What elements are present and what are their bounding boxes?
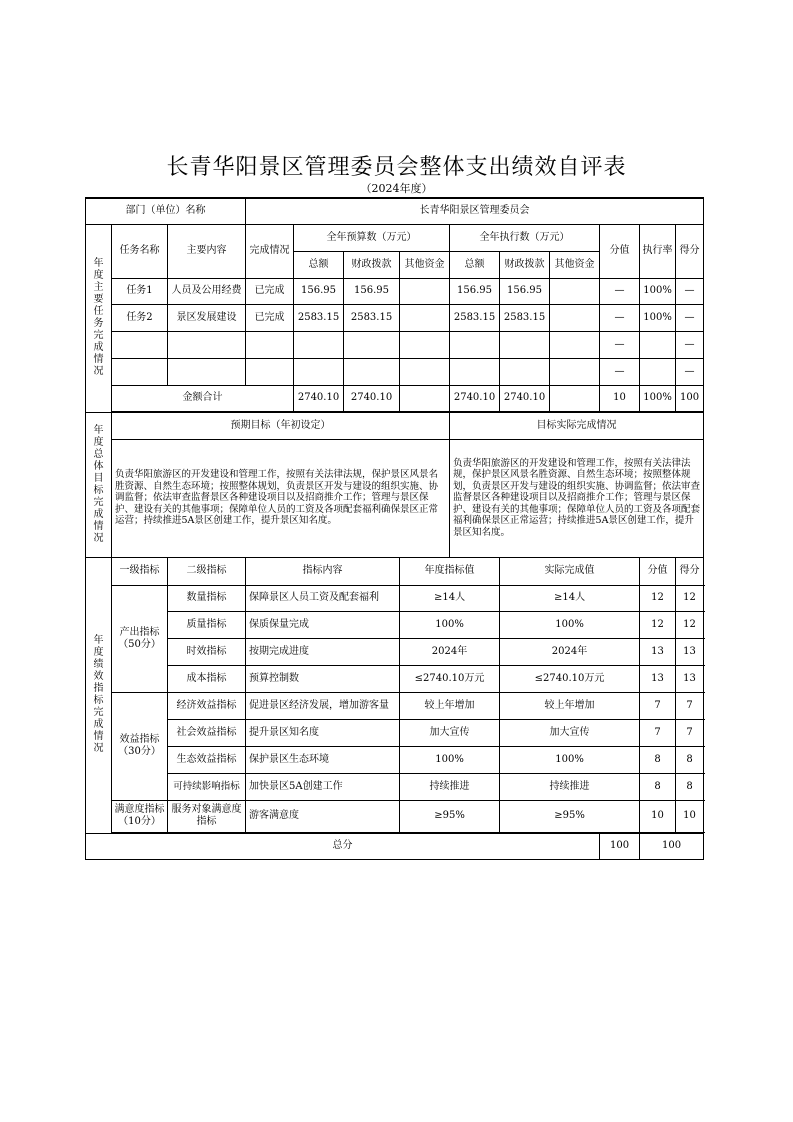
indicator-got: 13 <box>676 665 704 692</box>
exec-other <box>550 304 600 331</box>
actual-value: 持续推进 <box>500 773 640 800</box>
exec-rate: 100% <box>640 304 676 331</box>
group-output: 产出指标（50分） <box>112 585 168 692</box>
indicator-score: 7 <box>640 719 676 746</box>
budget-fiscal: 156.95 <box>344 278 400 304</box>
table-row <box>86 585 704 611</box>
page-title: 长青华阳景区管理委员会整体支出绩效自评表 <box>166 155 627 180</box>
got: — <box>676 304 704 331</box>
budget-total <box>294 358 344 385</box>
target-value: 100% <box>400 611 500 638</box>
header-indicator-got: 得分 <box>676 557 704 585</box>
task-content: 景区发展建设 <box>168 304 246 331</box>
actual-value: 较上年增加 <box>500 692 640 719</box>
level2-name: 生态效益指标 <box>168 746 246 773</box>
header-budget-other: 其他资金 <box>400 251 450 278</box>
budget-total: 156.95 <box>294 278 344 304</box>
target-value: 2024年 <box>400 638 500 665</box>
table-row <box>86 611 704 638</box>
indicator-got: 12 <box>676 585 704 611</box>
task-name <box>112 358 168 385</box>
budget-other <box>400 331 450 358</box>
target-value: 持续推进 <box>400 773 500 800</box>
score: — <box>600 358 640 385</box>
indicator-content: 提升景区知名度 <box>246 719 400 746</box>
target-value: 100% <box>400 746 500 773</box>
level2-name: 成本指标 <box>168 665 246 692</box>
indicator-content: 促进景区经济发展，增加游客量 <box>246 692 400 719</box>
indicator-got: 8 <box>676 773 704 800</box>
sum-exec-other <box>550 385 600 411</box>
level2-name: 服务对象满意度指标 <box>168 800 246 832</box>
header-actual-goal: 目标实际完成情况 <box>450 412 704 439</box>
header-expected-goal: 预期目标（年初设定） <box>112 412 450 439</box>
header-indicator-score: 分值 <box>640 557 676 585</box>
target-value: ≥14人 <box>400 585 500 611</box>
budget-total: 2583.15 <box>294 304 344 331</box>
header-execution: 全年执行数（万元） <box>450 224 600 251</box>
exec-rate <box>640 331 676 358</box>
exec-fiscal <box>500 331 550 358</box>
indicator-got: 7 <box>676 719 704 746</box>
task-content <box>168 331 246 358</box>
indicator-score: 8 <box>640 746 676 773</box>
table-row <box>86 638 704 665</box>
header-main-content: 主要内容 <box>168 224 246 278</box>
budget-fiscal <box>344 331 400 358</box>
indicator-content: 加快景区5A创建工作 <box>246 773 400 800</box>
level2-name: 经济效益指标 <box>168 692 246 719</box>
table-row <box>86 773 704 800</box>
indicator-content: 保护景区生态环境 <box>246 746 400 773</box>
actual-value: ≥14人 <box>500 585 640 611</box>
task-content: 人员及公用经费 <box>168 278 246 304</box>
table-row <box>86 665 704 692</box>
sum-budget-other <box>400 385 450 411</box>
task-name: 任务2 <box>112 304 168 331</box>
sum-budget-total: 2740.10 <box>294 385 344 411</box>
exec-other <box>550 331 600 358</box>
header-exec-total: 总额 <box>450 251 500 278</box>
expected-goal-text: 负责华阳旅游区的开发建设和管理工作，按照有关法律法规，保护景区风景名胜资源、自然生态环境；按照整体规划，负责景区开发与建设的组织实施、协调监督；依法审查监督景区各种建设项目以及招商推介工作；管理与景区保护、建设有关的其他事项；保障单位人员的工资及各项配套福利确保景区正常运营；持续推进5A景区创建工作，提升景区知名度。 <box>112 439 450 557</box>
sum-label: 金额合计 <box>112 385 294 411</box>
level2-name: 时效指标 <box>168 638 246 665</box>
target-value: 加大宣传 <box>400 719 500 746</box>
header-level1: 一级指标 <box>112 557 168 585</box>
indicator-content: 保障景区人员工资及配套福利 <box>246 585 400 611</box>
header-got: 得分 <box>676 224 704 278</box>
total-got: 100 <box>640 833 704 859</box>
task-name: 任务1 <box>112 278 168 304</box>
sum-row <box>86 385 704 411</box>
exec-total <box>450 358 500 385</box>
group-satisfaction: 满意度指标（10分） <box>112 800 168 832</box>
indicator-score: 12 <box>640 611 676 638</box>
indicator-got: 13 <box>676 638 704 665</box>
task-status <box>246 358 294 385</box>
indicator-got: 10 <box>676 800 704 832</box>
level2-name: 社会效益指标 <box>168 719 246 746</box>
indicator-content: 保质保量完成 <box>246 611 400 638</box>
target-value: ≤2740.10万元 <box>400 665 500 692</box>
table-row <box>86 692 704 719</box>
report-year: （2024年度） <box>360 182 433 195</box>
section3-side-label: 年度绩效指标完成情况 <box>86 557 112 833</box>
table-row <box>86 746 704 773</box>
actual-value: 100% <box>500 611 640 638</box>
header-actual: 实际完成值 <box>500 557 640 585</box>
exec-other <box>550 278 600 304</box>
actual-value: 加大宣传 <box>500 719 640 746</box>
actual-value: 100% <box>500 746 640 773</box>
sum-got: 100 <box>676 385 704 411</box>
table-row <box>86 278 704 304</box>
sum-exec-fiscal: 2740.10 <box>500 385 550 411</box>
indicator-score: 13 <box>640 638 676 665</box>
exec-total: 2583.15 <box>450 304 500 331</box>
table-row <box>86 800 704 832</box>
group-benefit: 效益指标（30分） <box>112 692 168 800</box>
level2-name: 质量指标 <box>168 611 246 638</box>
header-task-name: 任务名称 <box>112 224 168 278</box>
target-value: 较上年增加 <box>400 692 500 719</box>
got: — <box>676 331 704 358</box>
budget-fiscal: 2583.15 <box>344 304 400 331</box>
exec-fiscal <box>500 358 550 385</box>
header-status: 完成情况 <box>246 224 294 278</box>
header-budget-total: 总额 <box>294 251 344 278</box>
indicator-score: 8 <box>640 773 676 800</box>
exec-fiscal: 2583.15 <box>500 304 550 331</box>
indicator-got: 12 <box>676 611 704 638</box>
task-content <box>168 358 246 385</box>
table-row <box>86 358 704 385</box>
indicator-score: 13 <box>640 665 676 692</box>
budget-other <box>400 278 450 304</box>
budget-other <box>400 358 450 385</box>
exec-fiscal: 156.95 <box>500 278 550 304</box>
section2-side-label: 年度总体目标完成情况 <box>86 412 112 557</box>
actual-goal-text: 负责华阳旅游区的开发建设和管理工作，按照有关法律法规，保护景区风景名胜资源、自然生态环境；按照整体规划，负责景区开发与建设的组织实施、协调监督；依法审查监督景区各种建设项目以及招商推介工作；管理与景区保护、建设有关的其他事项；保障单位人员的工资及各项配套福利确保景区正常运营；持续推进5A景区创建工作，提升景区知名度。 <box>450 439 704 557</box>
exec-total: 156.95 <box>450 278 500 304</box>
exec-rate: 100% <box>640 278 676 304</box>
header-target: 年度指标值 <box>400 557 500 585</box>
target-value: ≥95% <box>400 800 500 832</box>
score: — <box>600 304 640 331</box>
header-exec-fiscal: 财政拨款 <box>500 251 550 278</box>
actual-value: 2024年 <box>500 638 640 665</box>
indicator-score: 12 <box>640 585 676 611</box>
table-row <box>86 719 704 746</box>
indicator-content: 游客满意度 <box>246 800 400 832</box>
indicator-content: 按期完成进度 <box>246 638 400 665</box>
dept-label: 部门（单位）名称 <box>86 198 246 224</box>
header-exec-other: 其他资金 <box>550 251 600 278</box>
exec-rate <box>640 358 676 385</box>
section1-side-label: 年度主要任务完成情况 <box>86 224 112 412</box>
indicator-content: 预算控制数 <box>246 665 400 692</box>
header-level2: 二级指标 <box>168 557 246 585</box>
indicator-score: 10 <box>640 800 676 832</box>
sum-exec-total: 2740.10 <box>450 385 500 411</box>
got: — <box>676 358 704 385</box>
exec-total <box>450 331 500 358</box>
evaluation-table <box>85 197 704 860</box>
task-status: 已完成 <box>246 278 294 304</box>
indicator-score: 7 <box>640 692 676 719</box>
task-status: 已完成 <box>246 304 294 331</box>
score: — <box>600 278 640 304</box>
got: — <box>676 278 704 304</box>
budget-total <box>294 331 344 358</box>
header-budget-fiscal: 财政拨款 <box>344 251 400 278</box>
actual-value: ≤2740.10万元 <box>500 665 640 692</box>
header-exec-rate: 执行率 <box>640 224 676 278</box>
sum-score: 10 <box>600 385 640 411</box>
sum-budget-fiscal: 2740.10 <box>344 385 400 411</box>
table-row <box>86 331 704 358</box>
dept-value: 长青华阳景区管理委员会 <box>246 198 704 224</box>
indicator-got: 8 <box>676 746 704 773</box>
task-name <box>112 331 168 358</box>
total-label: 总分 <box>86 833 600 859</box>
header-budget: 全年预算数（万元） <box>294 224 450 251</box>
header-score: 分值 <box>600 224 640 278</box>
level2-name: 数量指标 <box>168 585 246 611</box>
task-status <box>246 331 294 358</box>
total-score: 100 <box>600 833 640 859</box>
total-row <box>86 833 704 859</box>
indicator-got: 7 <box>676 692 704 719</box>
level2-name: 可持续影响指标 <box>168 773 246 800</box>
score: — <box>600 331 640 358</box>
exec-other <box>550 358 600 385</box>
actual-value: ≥95% <box>500 800 640 832</box>
sum-rate: 100% <box>640 385 676 411</box>
header-indicator-content: 指标内容 <box>246 557 400 585</box>
table-row <box>86 304 704 331</box>
budget-fiscal <box>344 358 400 385</box>
budget-other <box>400 304 450 331</box>
